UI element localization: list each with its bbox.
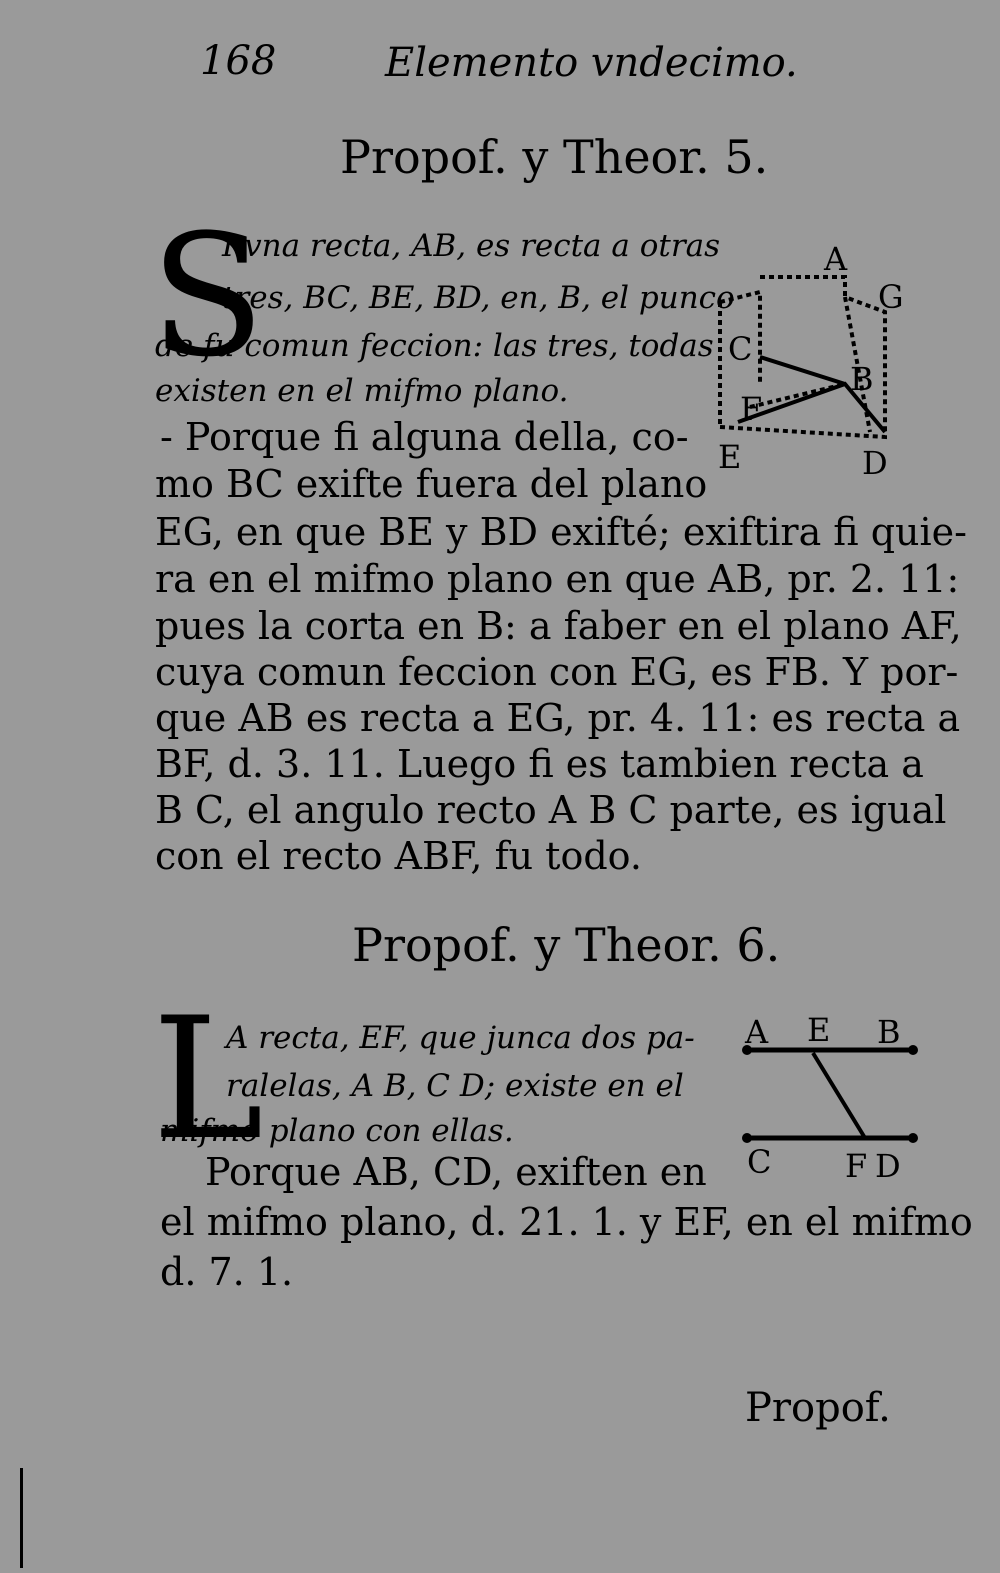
prop5-proof-line: ra en el mifmo plano en que AB, pr. 2. 11: [155, 557, 960, 601]
prop5-proof-line: que AB es recta a EG, pr. 4. 11: es recta a [155, 696, 961, 740]
label-d: D [862, 444, 888, 482]
fb-line [750, 384, 845, 407]
label-a: A [824, 240, 848, 278]
prop6-statement-line: A recta, EF, que junca dos pa- [226, 1020, 695, 1056]
prop6-statement-line: ralelas, A B, C D; existe en el [226, 1068, 684, 1104]
prop6-proof-line: Porque AB, CD, exiften en [205, 1150, 707, 1194]
plane-ag-edge [760, 277, 845, 297]
prop5-drop-cap: S [150, 198, 266, 394]
prop5-proof-line: con el recto ABF, fu todo. [155, 834, 642, 878]
label-a: A [745, 1013, 769, 1051]
prop5-proof-line: cuya comun feccion con EG, es FB. Y por- [155, 650, 959, 694]
label-d: D [875, 1147, 901, 1185]
prop5-statement-line: existen en el mifmo plano. [155, 373, 569, 409]
label-e: E [718, 438, 742, 476]
label-e: E [807, 1011, 831, 1049]
label-f: F [740, 390, 763, 428]
label-b: B [877, 1013, 901, 1051]
prop5-title: Propof. y Theor. 5. [340, 130, 769, 184]
prop5-statement-line: tres, BC, BE, BD, en, B, el punco [222, 280, 735, 316]
prop6-proof-line: el mifmo plano, d. 21. 1. y EF, en el mifmo [160, 1200, 973, 1244]
label-g: G [878, 278, 904, 316]
page-edge-mark [20, 1468, 23, 1568]
prop5-proof-line: - Porque fi alguna della, co- [160, 415, 689, 459]
prop5-proof-line: EG, en que BE y BD exifté; exiftira fi quie- [155, 510, 968, 554]
prop5-statement-line: I vna recta, AB, es recta a otras [222, 228, 721, 264]
label-c: C [747, 1143, 772, 1181]
cb-line [760, 357, 845, 384]
prop5-diagram [700, 232, 940, 482]
prop5-statement-line: de fu comun feccion: las tres, todas [155, 328, 714, 364]
prop5-proof-line: B C, el angulo recto A B C parte, es igual [155, 788, 947, 832]
label-b: B [850, 360, 874, 398]
prop6-diagram [735, 1005, 935, 1190]
prop6-title: Propof. y Theor. 6. [352, 918, 781, 972]
catchword: Propof. [745, 1385, 891, 1431]
line-ef [813, 1053, 865, 1138]
label-c: C [728, 330, 753, 368]
running-title: Elemento vndecimo. [385, 40, 798, 86]
prop5-proof-line: mo BC exifte fuera del plano [155, 462, 708, 506]
prop5-proof-line: BF, d. 3. 11. Luego fi es tambien recta a [155, 742, 924, 786]
prop6-statement-line: mifmo plano con ellas. [160, 1113, 514, 1149]
prop5-proof-line: pues la corta en B: a faber en el plano AF, [155, 604, 962, 648]
prop6-drop-cap: L [152, 981, 264, 1177]
page-number: 168 [200, 38, 277, 84]
prop6-proof-line: d. 7. 1. [160, 1250, 294, 1294]
label-f: F [845, 1147, 868, 1185]
